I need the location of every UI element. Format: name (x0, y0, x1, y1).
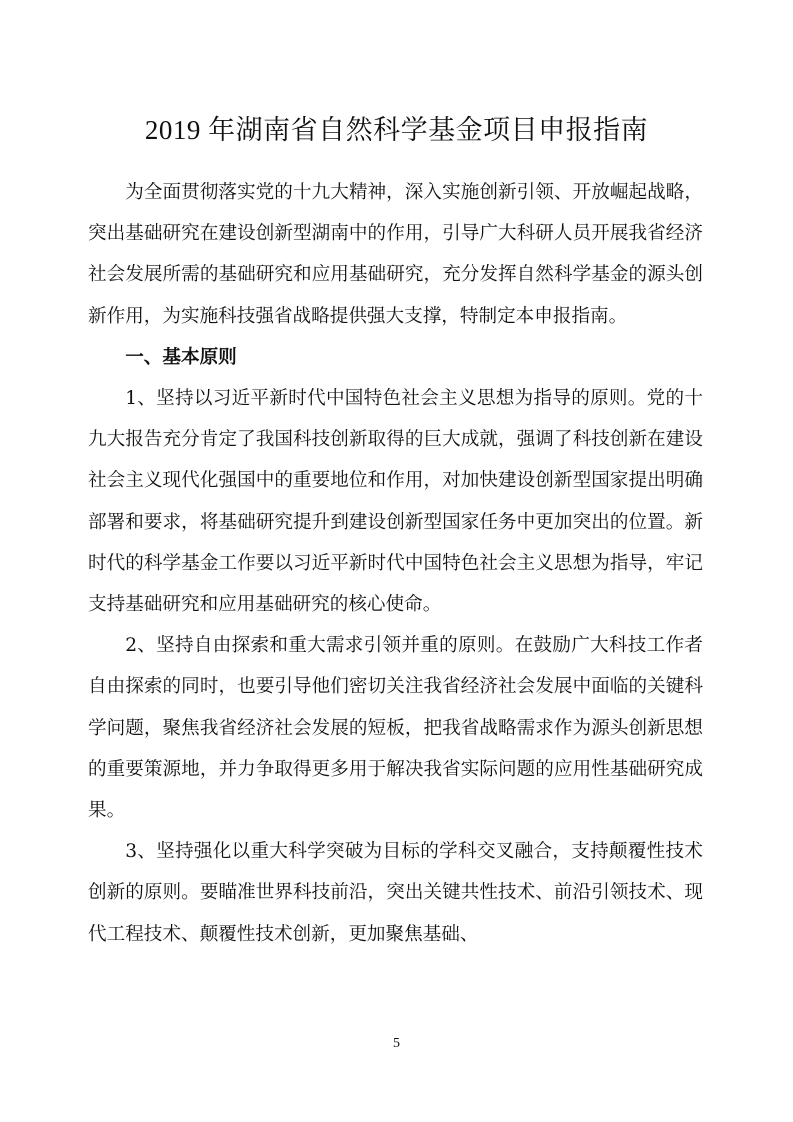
principle-paragraph-2: 2、坚持自由探索和重大需求引领并重的原则。在鼓励广大科技工作者自由探索的同时，也要引导他们密切关注我省经济社会发展中面临的关键科学问题，聚焦我省经济社会发展的短板，把我省战略需求作为源头创新思想的重要策源地，并力争取得更多用于解决我省实际问题的应用性基础研究成果。 (88, 635, 703, 822)
page-number: 5 (393, 1036, 400, 1051)
section-heading: 一、基本原则 (125, 346, 237, 368)
intro-paragraph: 为全面贯彻落实党的十九大精神，深入实施创新引领、开放崛起战略，突出基础研究在建设创新型湖南中的作用，引导广大科研人员开展我省经济社会发展所需的基础研究和应用基础研究，充分发挥自然科学基金的源头创新作用，为实施科技强省战略提供强大支撑，特制定本申报指南。 (88, 182, 703, 327)
document-body (88, 172, 703, 955)
document-title: 2019 年湖南省自然科学基金项目申报指南 (144, 115, 649, 145)
principle-paragraph-3: 3、坚持强化以重大科学突破为目标的学科交叉融合，支持颠覆性技术创新的原则。要瞄准世界科技前沿，突出关键共性技术、前沿引领技术、现代工程技术、颠覆性技术创新，更加聚焦基础、 (88, 841, 703, 945)
principle-paragraph-1: 1、坚持以习近平新时代中国特色社会主义思想为指导的原则。党的十九大报告充分肯定了我国科技创新取得的巨大成就，强调了科技创新在建设社会主义现代化强国中的重要地位和作用，对加快建设创新型国家提出明确部署和要求，将基础研究提升到建设创新型国家任务中更加突出的位置。新时代的科学基金工作要以习近平新时代中国特色社会主义思想为指导，牢记支持基础研究和应用基础研究的核心使命。 (88, 388, 703, 616)
